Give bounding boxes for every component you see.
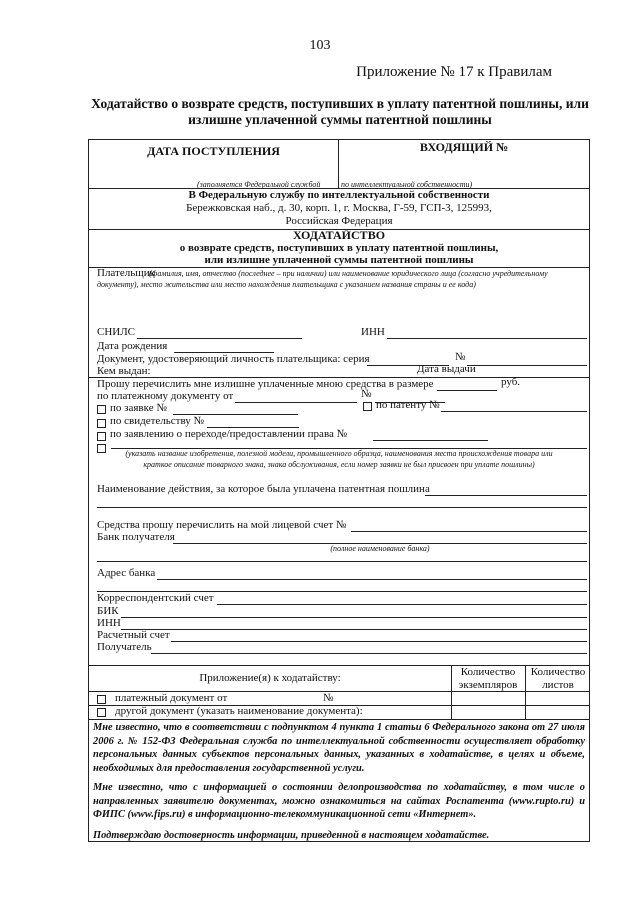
other-doc-attachment-checkbox[interactable] — [97, 708, 106, 717]
payer-hint1: (фамилия, имя, отчество (последнее – при наличии) или наименование юридического лица (согласно учредительному — [149, 269, 548, 278]
account-label: Средства прошу перечислить на мой лицевой счет № — [97, 519, 347, 531]
other-doc-attachment-label: другой документ (указать наименование документа): — [115, 705, 363, 717]
addressee-line3: Российская Федерация — [285, 215, 393, 227]
by-application-checkbox[interactable] — [97, 405, 106, 414]
by-transfer-label: по заявлению о переходе/предоставлении права № — [110, 428, 348, 440]
petition-bottom-line — [89, 267, 589, 268]
copies-header-2: экземпляров — [458, 679, 518, 691]
rub-label: руб. — [501, 376, 521, 388]
current-account-field[interactable] — [171, 641, 587, 642]
notice-personal-data: Мне известно, что в соответствии с подпунктом 4 пункта 1 статьи 6 Федерального закона от 27 июля 2006 г. № 152-ФЗ Федеральная служба по интеллектуальной собственности осуществляет обработку персональных данных субъектов персональных данных, указанных в ходатайстве, в целях и объеме, необходимых для предоставления государственной услуги. — [93, 722, 585, 774]
account-field[interactable] — [351, 531, 587, 532]
addressee-line2: Бережковская наб., д. 30, корп. 1, г. Москва, Г-59, ГСП-3, 125993, — [186, 202, 492, 214]
snils-field[interactable] — [137, 338, 302, 339]
bank-name-hint: (полное наименование банка) — [330, 544, 430, 553]
corr-account-label: Корреспондентский счет — [97, 592, 214, 604]
bik-field[interactable] — [121, 617, 587, 618]
payment-doc-label: по платежному документу от — [97, 390, 234, 402]
inn-label: ИНН — [361, 326, 385, 338]
receipt-date-label: ДАТА ПОСТУПЛЕНИЯ — [147, 144, 280, 158]
notice-status-info: Мне известно, что с информацией о состоянии делопроизводства по ходатайству, в том числе о направленных заявителю документах, можно ознакомиться на сайтах Роспатента (www.rupto.ru) и ФИПС (www.fips.ru) в информационно-телекоммуникационной сети «Интернет». — [93, 782, 585, 820]
bik-label: БИК — [97, 605, 119, 617]
object-hint1: (указать название изобретения, полезной модели, промышленного образца, наименования места происхождения товара или — [125, 449, 553, 458]
payment-doc-attachment-checkbox[interactable] — [97, 695, 106, 704]
issued-by-label: Кем выдан: — [97, 365, 151, 377]
refund-request-label: Прошу перечислить мне излишне уплаченные мною средства в размере — [97, 378, 434, 390]
recipient-field[interactable] — [151, 653, 587, 654]
transfer-number-field[interactable] — [373, 440, 488, 441]
inn-field[interactable] — [387, 338, 587, 339]
id-doc-label: Документ, удостоверяющий личность плательщика: серия — [97, 353, 370, 365]
notice-confirmation: Подтверждаю достоверность информации, приведенной в настоящем ходатайстве. — [93, 830, 490, 841]
document-title-line1: Ходатайство о возврате средств, поступивших в уплату патентной пошлины, или — [91, 96, 589, 111]
payment-doc-date-field[interactable] — [235, 402, 357, 403]
current-account-label: Расчетный счет — [97, 629, 170, 641]
corr-account-field[interactable] — [217, 604, 587, 605]
payment-doc-attachment-label: платежный документ от — [115, 692, 228, 704]
document-title — [60, 96, 620, 128]
birth-date-label: Дата рождения — [97, 340, 168, 352]
snils-label: СНИЛС — [97, 326, 136, 338]
payer-hint2: документу), место жительства или место нахождения плательщика с указанием названия страны и ее кода) — [97, 280, 476, 289]
attachments-header: Приложение(я) к ходатайству: — [199, 672, 341, 684]
patent-number-field[interactable] — [441, 411, 587, 412]
by-patent-label: по патенту № — [376, 399, 440, 411]
action-label: Наименование действия, за которое была уплачена патентная пошлина — [97, 483, 430, 495]
petition-form — [88, 139, 590, 842]
refund-amount-field[interactable] — [437, 390, 497, 391]
sheets-header-2: листов — [542, 679, 574, 691]
object-hint2: краткое описание товарного знака, знака обслуживания, если номер заявки не был присвоен при уплате пошлины) — [143, 460, 535, 469]
fill-note-left: (заполняется Федеральной службой — [197, 180, 321, 189]
by-certificate-checkbox[interactable] — [97, 419, 106, 428]
bank-address-field[interactable] — [157, 579, 587, 580]
fill-note-right: по интеллектуальной собственности) — [341, 180, 473, 189]
appendix-label: Приложение № 17 к Правилам — [356, 64, 552, 80]
by-application-label: по заявке № — [110, 402, 167, 414]
petition-sub2: или излишне уплаченной суммы патентной пошлины — [204, 254, 474, 266]
bank-address-label: Адрес банка — [97, 567, 156, 579]
attachments-bottom-line — [89, 719, 589, 720]
id-number-sign: № — [455, 351, 466, 363]
sheets-header-1: Количество — [530, 666, 586, 678]
payment-doc-attachment-no: № — [323, 692, 334, 704]
issue-date-label: Дата выдачи — [417, 363, 476, 375]
bank-name-field-2[interactable] — [97, 561, 587, 562]
id-number-field[interactable] — [467, 365, 587, 366]
action-field-1[interactable] — [425, 495, 587, 496]
recipient-label: Получатель — [97, 641, 152, 653]
petition-heading: ХОДАТАЙСТВО — [292, 228, 386, 242]
page-number: 103 — [309, 38, 331, 53]
bank-inn-field[interactable] — [121, 629, 587, 630]
addressee-line1: В Федеральную службу по интеллектуальной собственности — [188, 189, 490, 201]
document-title-line2: излишне уплаченной суммы патентной пошлины — [188, 112, 492, 127]
bank-name-label: Банк получателя — [97, 531, 175, 543]
payer-label: Плательщик — [97, 267, 155, 279]
petition-sub1: о возврате средств, поступивших в уплату патентной пошлины, — [179, 242, 499, 254]
payment-doc-number-sign: № — [361, 388, 372, 400]
bank-inn-label: ИНН — [97, 617, 121, 629]
action-field-2[interactable] — [97, 507, 587, 508]
incoming-number-label: ВХОДЯЩИЙ № — [419, 140, 509, 154]
by-certificate-label: по свидетельству № — [110, 415, 205, 427]
copies-header-1: Количество — [460, 666, 516, 678]
by-patent-checkbox[interactable] — [363, 402, 372, 411]
by-transfer-checkbox[interactable] — [97, 432, 106, 441]
